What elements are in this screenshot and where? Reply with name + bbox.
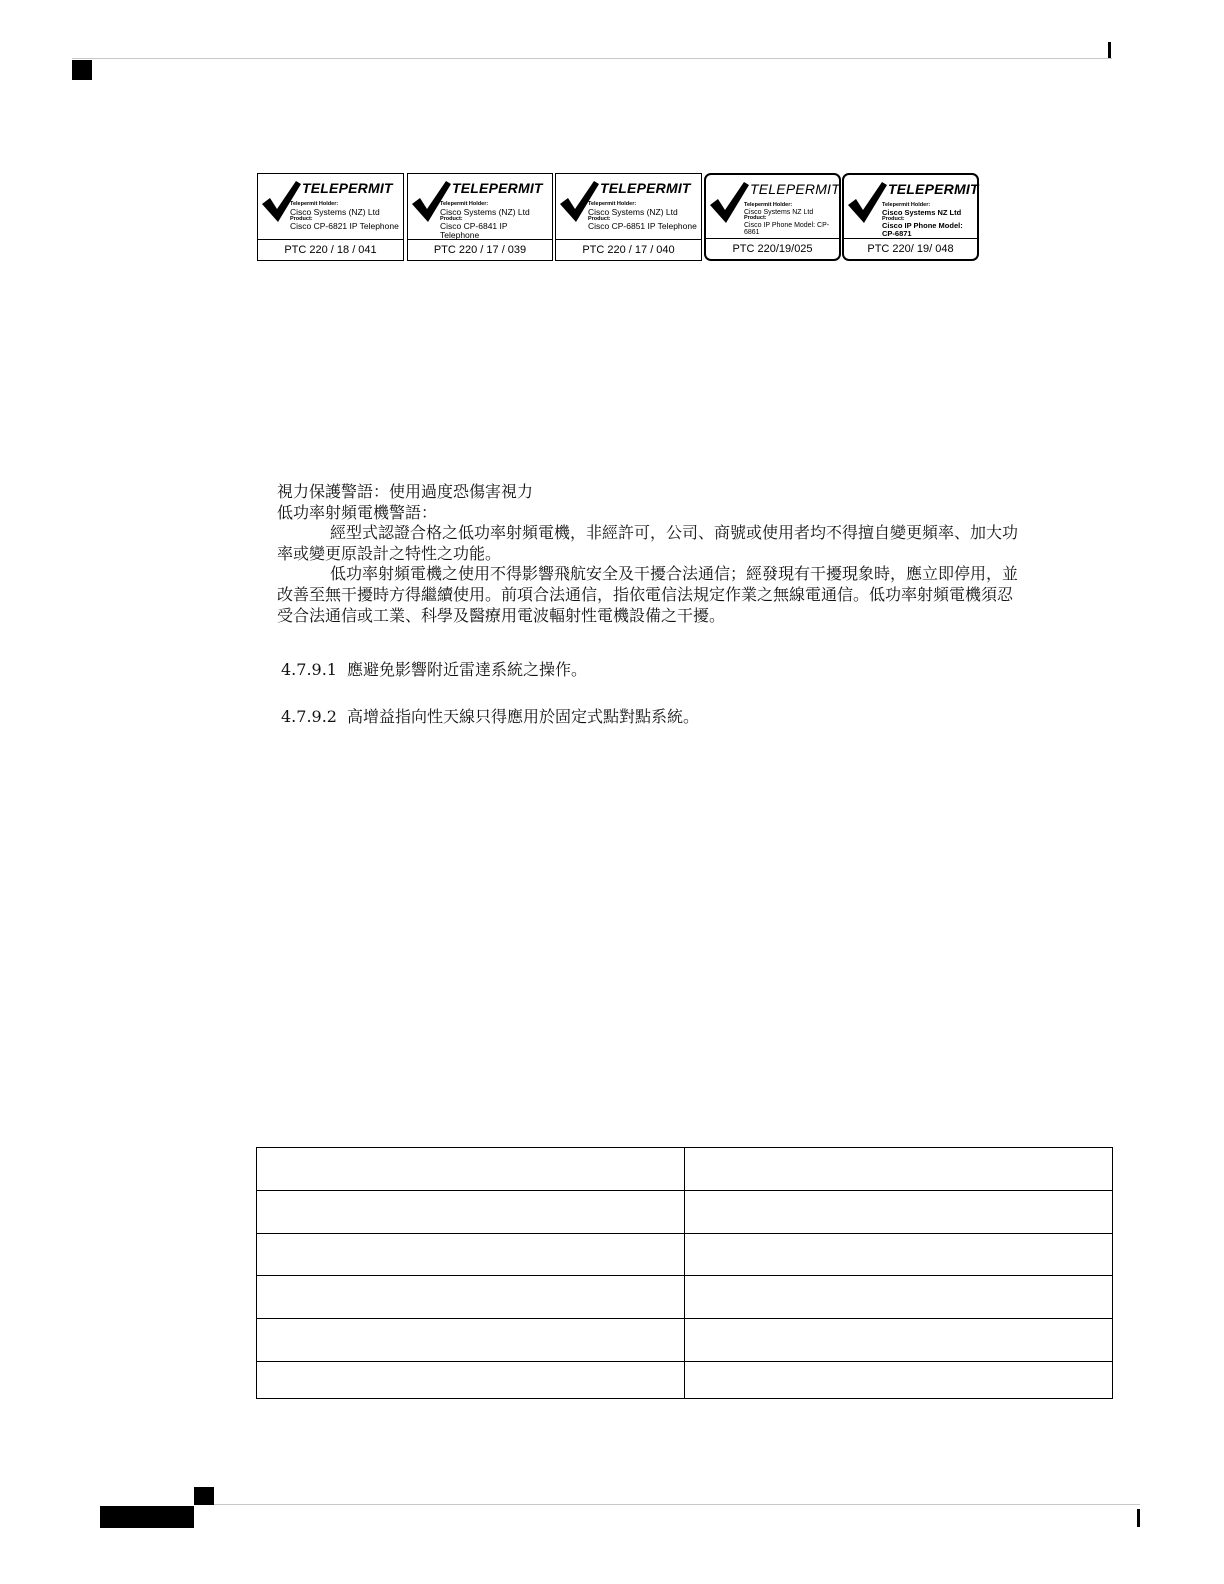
telepermit-badge bbox=[704, 173, 841, 261]
notice-paragraph-line: 受合法通信或工業、科學及醫療用電波輻射性電機設備之干擾。 bbox=[277, 605, 726, 625]
header-rule bbox=[72, 58, 1112, 59]
badge-title: TELEPERMIT bbox=[750, 181, 840, 197]
holder-value: Cisco Systems (NZ) Ltd bbox=[290, 206, 380, 217]
holder-value: Cisco Systems NZ Ltd bbox=[744, 208, 814, 216]
badge-code: PTC 220 / 17 / 039 bbox=[408, 239, 552, 260]
section-item bbox=[281, 657, 587, 680]
table-cell bbox=[685, 1319, 1113, 1362]
badge-meta bbox=[588, 202, 697, 231]
table-cell bbox=[257, 1233, 685, 1276]
header-marker bbox=[72, 60, 92, 80]
notice-paragraph-line: 率或變更原設計之特性之功能。 bbox=[277, 543, 502, 563]
product-label: Product: bbox=[744, 215, 767, 222]
telepermit-badge bbox=[842, 173, 979, 261]
notice-paragraph-line: 低功率射頻電機之使用不得影響飛航安全及干擾合法通信；經發現有干擾現象時，應立即停用，並 bbox=[330, 564, 1019, 584]
badge-title: TELEPERMIT bbox=[888, 181, 979, 197]
notice-paragraph-line: 改善至無干擾時方得繼續使用。前項合法通信，指依電信法規定作業之無線電通信。低功率射頻電機須忍 bbox=[277, 584, 1014, 604]
badge-meta bbox=[882, 203, 973, 238]
table-cell bbox=[685, 1190, 1113, 1233]
product-value: Cisco IP Phone Model: CP-6861 bbox=[744, 221, 830, 237]
holder-label: Telepermit Holder: bbox=[882, 202, 931, 208]
holder-value: Cisco Systems (NZ) Ltd bbox=[588, 206, 678, 217]
table-cell bbox=[257, 1276, 685, 1319]
taiwan-regulatory-notice bbox=[277, 482, 1077, 626]
notice-paragraph-line: 經型式認證合格之低功率射頻電機，非經許可，公司、商號或使用者均不得擅自變更頻率、加大功 bbox=[330, 523, 1019, 543]
section-item bbox=[281, 704, 699, 727]
telepermit-badge bbox=[555, 173, 702, 261]
table-cell bbox=[685, 1361, 1113, 1398]
section-number: 4.7.9.2 bbox=[281, 707, 337, 726]
badge-title: TELEPERMIT bbox=[600, 180, 691, 196]
badge-code: PTC 220 / 18 / 041 bbox=[258, 239, 403, 260]
holder-label: Telepermit Holder: bbox=[588, 201, 637, 207]
table-cell bbox=[257, 1190, 685, 1233]
section-text: 應避免影響附近雷達系統之操作。 bbox=[347, 660, 588, 679]
badge-title: TELEPERMIT bbox=[452, 180, 543, 196]
footer-page-tab bbox=[100, 1506, 194, 1528]
low-power-rf-warning-heading: 低功率射頻電機警語： bbox=[277, 502, 438, 522]
badge-code: PTC 220/19/025 bbox=[706, 238, 839, 259]
vision-protection-warning: 視力保護警語：使用過度恐傷害視力 bbox=[277, 482, 534, 501]
product-label: Product: bbox=[290, 215, 313, 222]
holder-value: Cisco Systems NZ Ltd bbox=[882, 207, 962, 217]
section-number: 4.7.9.1 bbox=[281, 660, 337, 679]
table-row bbox=[257, 1276, 1113, 1319]
table-cell bbox=[685, 1148, 1113, 1191]
table-cell bbox=[685, 1233, 1113, 1276]
product-value: Cisco CP-6851 IP Telephone bbox=[588, 221, 697, 232]
telepermit-badges bbox=[257, 172, 979, 264]
product-value: Cisco CP-6841 IP Telephone bbox=[440, 221, 508, 241]
product-label: Product: bbox=[588, 215, 611, 222]
holder-label: Telepermit Holder: bbox=[290, 201, 339, 207]
footer-rule bbox=[194, 1504, 1140, 1505]
table-row bbox=[257, 1148, 1113, 1191]
table-row bbox=[257, 1190, 1113, 1233]
telepermit-badge bbox=[407, 173, 553, 261]
holder-label: Telepermit Holder: bbox=[440, 201, 489, 207]
footer-tick bbox=[1137, 1509, 1140, 1527]
specs-table bbox=[256, 1147, 1113, 1399]
footer-marker bbox=[194, 1487, 214, 1505]
holder-label: Telepermit Holder: bbox=[744, 202, 793, 208]
product-value: Cisco IP Phone Model: CP-6871 bbox=[882, 221, 963, 239]
product-value: Cisco CP-6821 IP Telephone bbox=[290, 221, 399, 232]
badge-meta bbox=[290, 202, 399, 231]
badge-meta bbox=[744, 203, 835, 237]
table-cell bbox=[257, 1319, 685, 1362]
badge-title: TELEPERMIT bbox=[302, 180, 393, 196]
table-row bbox=[257, 1319, 1113, 1362]
telepermit-badge bbox=[257, 173, 404, 261]
header-tick bbox=[1108, 42, 1111, 58]
section-text: 高增益指向性天線只得應用於固定式點對點系統。 bbox=[347, 707, 700, 726]
product-label: Product: bbox=[440, 215, 463, 222]
table-cell bbox=[257, 1148, 685, 1191]
table-row bbox=[257, 1361, 1113, 1398]
table-cell bbox=[685, 1276, 1113, 1319]
holder-value: Cisco Systems (NZ) Ltd bbox=[440, 206, 530, 217]
table-cell bbox=[257, 1361, 685, 1398]
table-row bbox=[257, 1233, 1113, 1276]
badge-code: PTC 220 / 17 / 040 bbox=[556, 239, 701, 260]
product-label: Product: bbox=[882, 215, 905, 222]
badge-meta bbox=[440, 202, 548, 240]
badge-code: PTC 220/ 19/ 048 bbox=[844, 238, 977, 259]
